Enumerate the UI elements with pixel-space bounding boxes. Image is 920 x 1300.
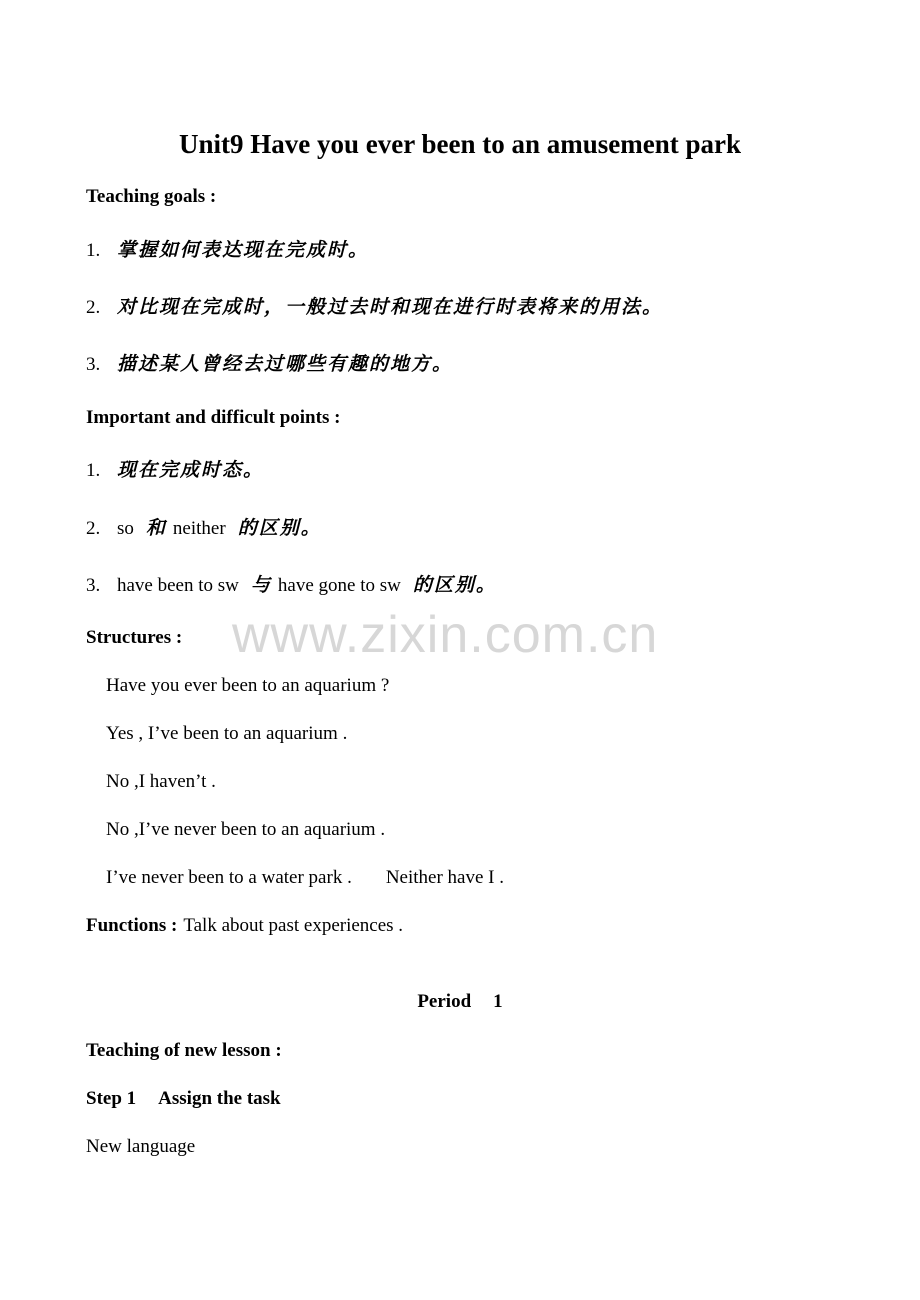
teaching-new-lesson-heading: Teaching of new lesson :	[86, 1040, 282, 1061]
structures-heading: Structures :	[86, 627, 183, 648]
item-term: neither	[172, 518, 226, 539]
item-text: 描述某人曾经去过哪些有趣的地方。	[117, 354, 454, 375]
important-point-item	[86, 516, 322, 542]
step-label: Step 1	[86, 1088, 137, 1109]
item-text: 掌握如何表达现在完成时。	[117, 240, 370, 261]
functions-line	[86, 913, 403, 939]
item-number: 1.	[86, 240, 101, 261]
item-term: have been to sw	[117, 575, 239, 596]
functions-text: Talk about past experiences .	[183, 915, 404, 936]
teaching-goal-item	[86, 352, 453, 378]
watermark: www.zixin.com.cn	[232, 606, 659, 664]
structure-sentence: Neither have I .	[385, 867, 504, 888]
structure-line	[106, 865, 504, 891]
structure-line: No ,I’ve never been to an aquarium .	[106, 819, 386, 840]
item-number: 3.	[86, 354, 101, 375]
item-number: 3.	[86, 575, 101, 596]
item-text: 现在完成时态。	[117, 460, 265, 481]
item-connector: 与	[250, 575, 272, 596]
teaching-goal-item	[86, 238, 369, 264]
structure-line: Have you ever been to an aquarium ?	[106, 675, 390, 696]
step-heading	[86, 1086, 281, 1112]
important-point-item	[86, 573, 497, 599]
structure-line: Yes , I’ve been to an aquarium .	[106, 723, 348, 744]
structure-line: No ,I haven’t .	[106, 771, 216, 792]
item-number: 2.	[86, 518, 101, 539]
item-text: 的区别。	[237, 518, 322, 539]
period-label: Period	[417, 991, 472, 1012]
item-text: 对比现在完成时，一般过去时和现在进行时表将来的用法。	[117, 297, 664, 318]
structure-sentence: I’ve never been to a water park .	[106, 867, 352, 888]
teaching-goals-heading: Teaching goals :	[86, 186, 217, 207]
important-points-heading: Important and difficult points :	[86, 407, 341, 428]
item-connector: 和	[145, 518, 167, 539]
item-term: so	[117, 518, 134, 539]
new-language-line: New language	[86, 1136, 196, 1157]
item-text: 的区别。	[412, 575, 497, 596]
step-title: Assign the task	[158, 1088, 281, 1109]
document-title: Unit9 Have you ever been to an amusement park	[179, 129, 741, 159]
item-term: have gone to sw	[277, 575, 401, 596]
period-number: 1	[493, 991, 503, 1012]
period-heading	[0, 989, 920, 1015]
important-point-item	[86, 458, 264, 484]
functions-label: Functions :	[86, 915, 178, 936]
teaching-goal-item	[86, 295, 663, 321]
item-number: 2.	[86, 297, 101, 318]
item-number: 1.	[86, 460, 101, 481]
